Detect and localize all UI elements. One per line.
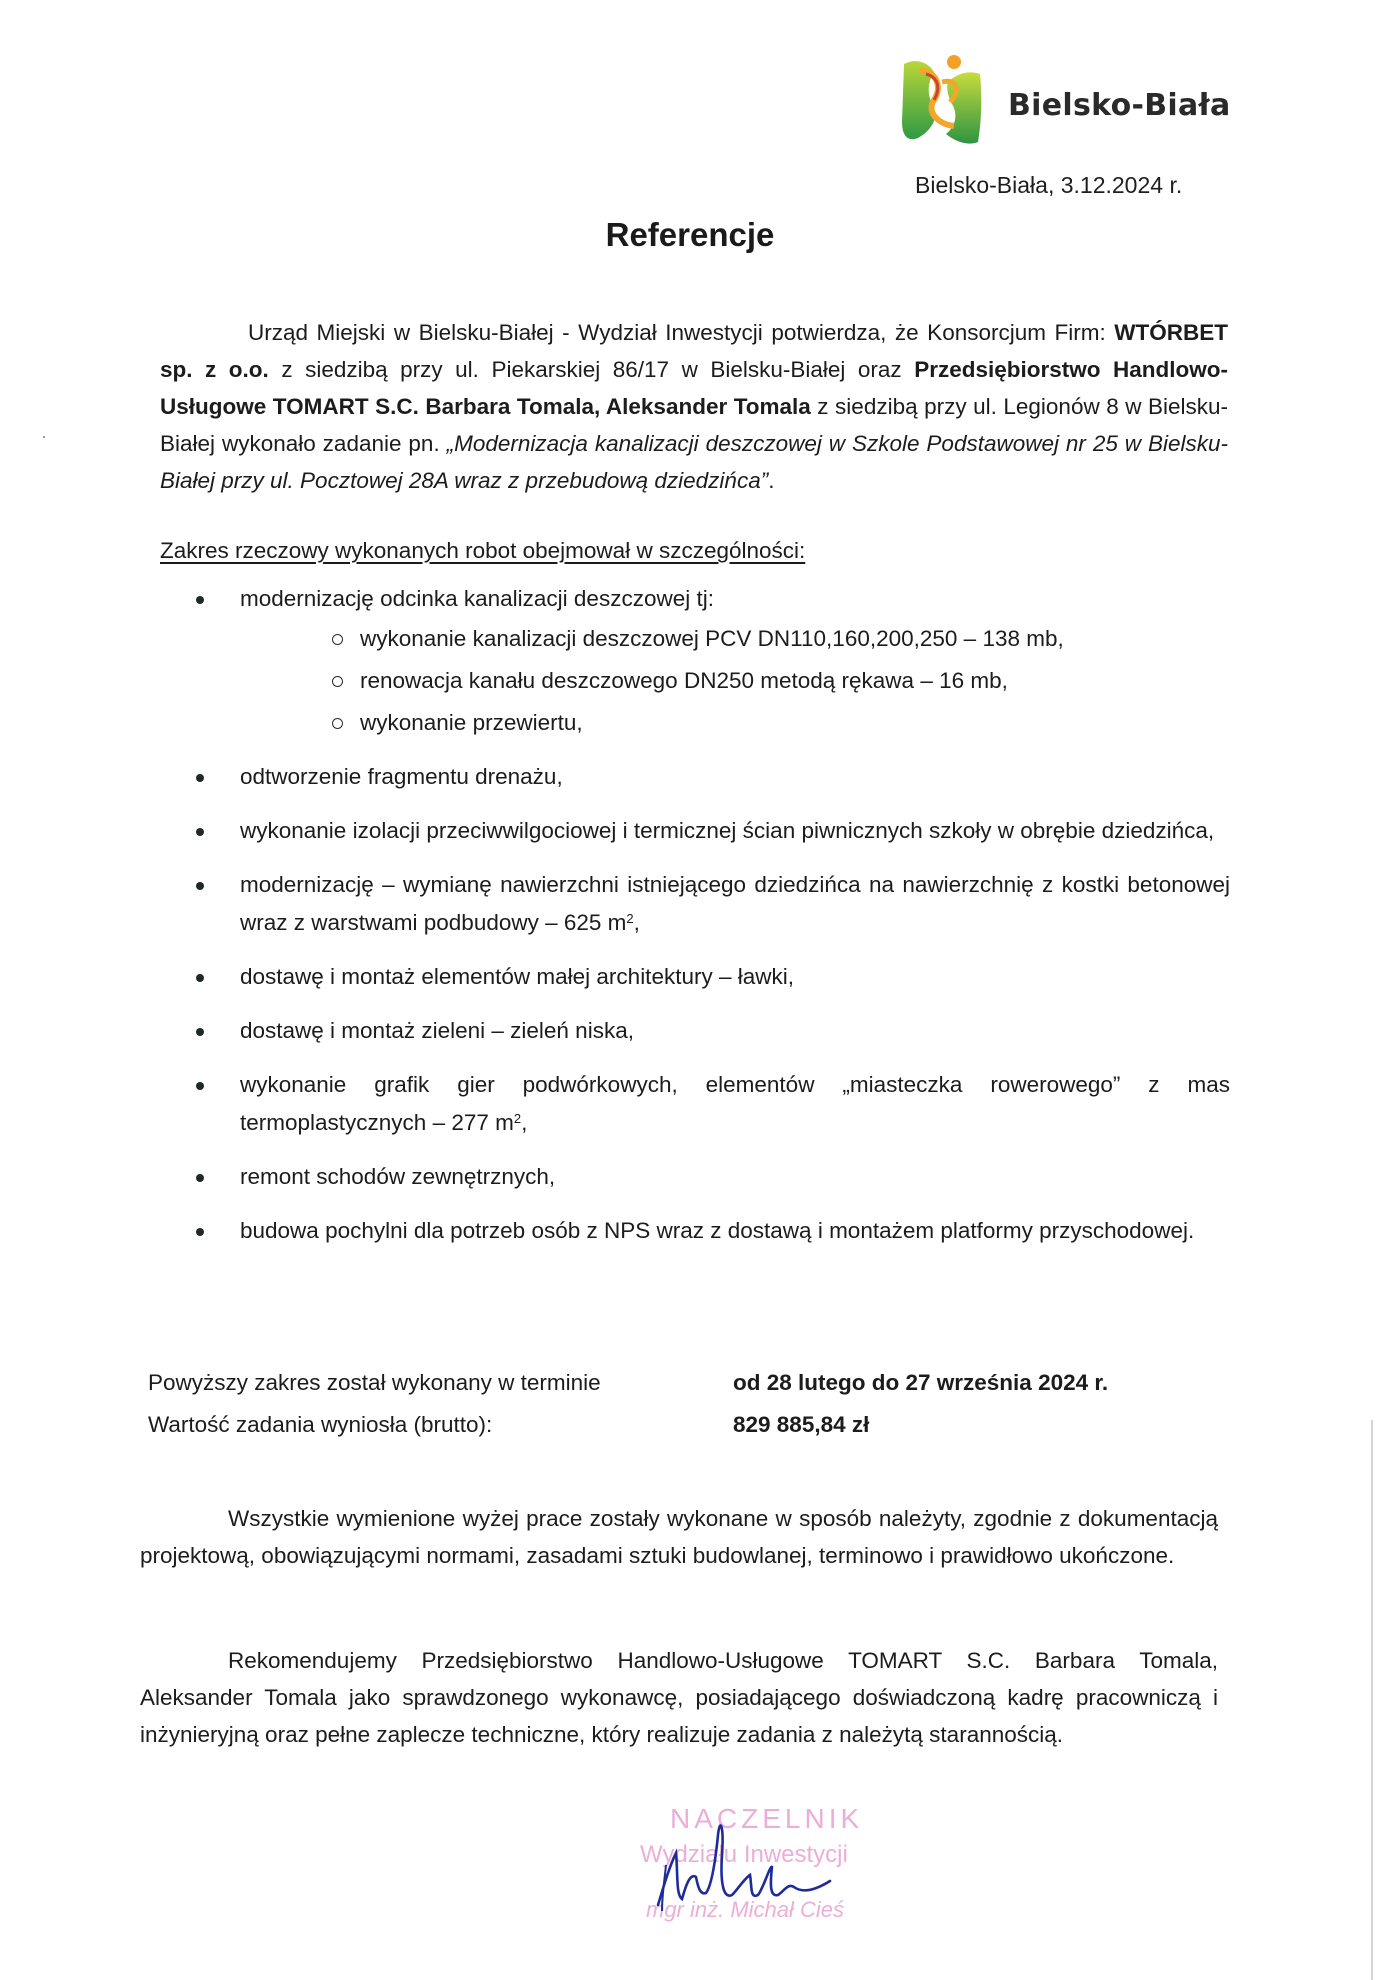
bullet-icon — [196, 1174, 204, 1182]
bullet-icon — [196, 1228, 204, 1236]
intro-paragraph — [160, 314, 1228, 499]
scope-subitem — [290, 662, 1230, 700]
scope-item-text: dostawę i montaż zieleni – zieleń niska, — [240, 1018, 634, 1043]
value-label: Wartość zadania wyniosła (brutto): — [148, 1412, 493, 1437]
closing-text-1: Wszystkie wymienione wyżej prace zostały wykonane w sposób należyty, zgodnie z dokumentacją projektową, obowiązującymi normami, zasadami sztuki budowlanej, terminowo i prawidłowo ukończone. — [140, 1506, 1218, 1568]
bullet-icon — [196, 1028, 204, 1036]
scope-heading: Zakres rzeczowy wykonanych robot obejmował w szczególności: — [160, 538, 806, 563]
intro-text-3: z siedzibą przy ul. Legionów 8 w Bielsku-Białej wykonało zadanie pn. — [160, 394, 1228, 456]
task-name: „Modernizacja kanalizacji deszczowej w Szkole Podstawowej nr 25 w Bielsku-Białej przy ul. Pocztowej 28A wraz z przebudową dziedzińca” — [160, 431, 1228, 493]
logo-text: Bielsko-Biała — [1008, 88, 1231, 123]
company-2-name: Przedsiębiorstwo Handlowo-Usługowe TOMART S.C. Barbara Tomala, Aleksander Tomala — [160, 357, 1228, 419]
circle-bullet-icon — [332, 676, 343, 687]
scope-item-tail: , — [521, 1110, 528, 1135]
intro-text-4: . — [768, 468, 775, 493]
scope-item-text: odtworzenie fragmentu drenażu, — [240, 764, 563, 789]
superscript: 2 — [626, 911, 634, 926]
place-date: Bielsko-Biała, 3.12.2024 r. — [915, 172, 1183, 198]
scope-item-text: dostawę i montaż elementów małej architektury – ławki, — [240, 964, 794, 989]
scope-item — [190, 758, 1230, 796]
bullet-icon — [196, 828, 204, 836]
scope-item-text: remont schodów zewnętrznych, — [240, 1164, 556, 1189]
scope-subitem — [290, 704, 1230, 742]
city-logo — [898, 52, 1258, 152]
scope-subitem-text: wykonanie kanalizacji deszczowej PCV DN110,160,200,250 – 138 mb, — [360, 626, 1064, 651]
bullet-icon — [196, 1082, 204, 1090]
company-1-name: WTÓRBET sp. z o.o. — [160, 320, 1228, 382]
scope-item — [190, 958, 1230, 996]
scope-item — [190, 1012, 1230, 1050]
bullet-icon — [196, 774, 204, 782]
scope-item-tail: , — [633, 910, 640, 935]
circle-bullet-icon — [332, 634, 343, 645]
scope-item — [190, 1158, 1230, 1196]
scope-subitem-text: renowacja kanału deszczowego DN250 metodą rękawa – 16 mb, — [360, 668, 1008, 693]
scope-item-text: modernizację – wymianę nawierzchni istniejącego dziedzińca na nawierzchnię z kostki betonowej wraz z warstwami podbudowy – 625 m — [240, 872, 1230, 935]
scope-item — [190, 1212, 1230, 1250]
superscript: 2 — [513, 1111, 522, 1126]
scope-item-text: wykonanie izolacji przeciwwilgociowej i termicznej ścian piwnicznych szkoły w obrębie dziedzińca, — [240, 818, 1215, 843]
handwritten-signature-icon — [620, 1795, 920, 1945]
stamp-name: mgr inż. Michał Cieś — [646, 1897, 845, 1922]
scope-subitem — [290, 620, 1230, 658]
scan-edge-line — [1371, 1420, 1373, 1980]
term-label: Powyższy zakres został wykonany w terminie — [148, 1370, 601, 1395]
circle-bullet-icon — [332, 718, 343, 729]
intro-text-2: z siedzibą przy ul. Piekarskiej 86/17 w Bielsku-Białej oraz — [268, 357, 915, 382]
bielsko-biala-logo-icon — [898, 52, 984, 148]
scope-list — [190, 580, 1230, 1266]
scope-sublist — [240, 620, 1230, 742]
bullet-icon — [196, 596, 204, 604]
scope-item-text: modernizację odcinka kanalizacji deszczowej tj: — [240, 586, 714, 611]
closing-paragraph-1 — [140, 1500, 1218, 1574]
official-stamp — [620, 1795, 920, 1945]
document-title — [0, 216, 1400, 254]
bullet-icon — [196, 974, 204, 982]
scan-speck — [43, 436, 45, 438]
term-value: od 28 lutego do 27 września 2024 r. — [733, 1370, 1109, 1395]
intro-text-1: Urząd Miejski w Bielsku-Białej - Wydział Inwestycji potwierdza, że Konsorcjum Firm: — [248, 320, 1115, 345]
scope-item-text: budowa pochylni dla potrzeb osób z NPS wraz z dostawą i montażem platformy przyschodowej. — [240, 1218, 1195, 1243]
scope-item — [190, 1066, 1230, 1142]
value-amount: 829 885,84 zł — [733, 1412, 870, 1437]
closing-text-2: Rekomendujemy Przedsiębiorstwo Handlowo-Usługowe TOMART S.C. Barbara Tomala, Aleksander Tomala jako sprawdzonego wykonawcę, posiadającego doświadczoną kadrę pracowniczą i inżynieryjną oraz pełne zaplecze techniczne, który realizuje zadania z należytą starannością. — [140, 1648, 1218, 1747]
scope-item-text: wykonanie grafik gier podwórkowych, elementów „miasteczka rowerowego” z mas termoplastycznych – 277 m — [240, 1072, 1230, 1135]
scope-item — [190, 866, 1230, 942]
bullet-icon — [196, 882, 204, 890]
stamp-department: Wydziału Inwestycji — [640, 1841, 848, 1868]
scope-item — [190, 580, 1230, 742]
stamp-title: NACZELNIK — [670, 1803, 864, 1834]
closing-paragraph-2 — [140, 1642, 1218, 1753]
scope-item — [190, 812, 1230, 850]
scope-subitem-text: wykonanie przewiertu, — [360, 710, 583, 735]
title-text: Referencje — [605, 216, 775, 253]
